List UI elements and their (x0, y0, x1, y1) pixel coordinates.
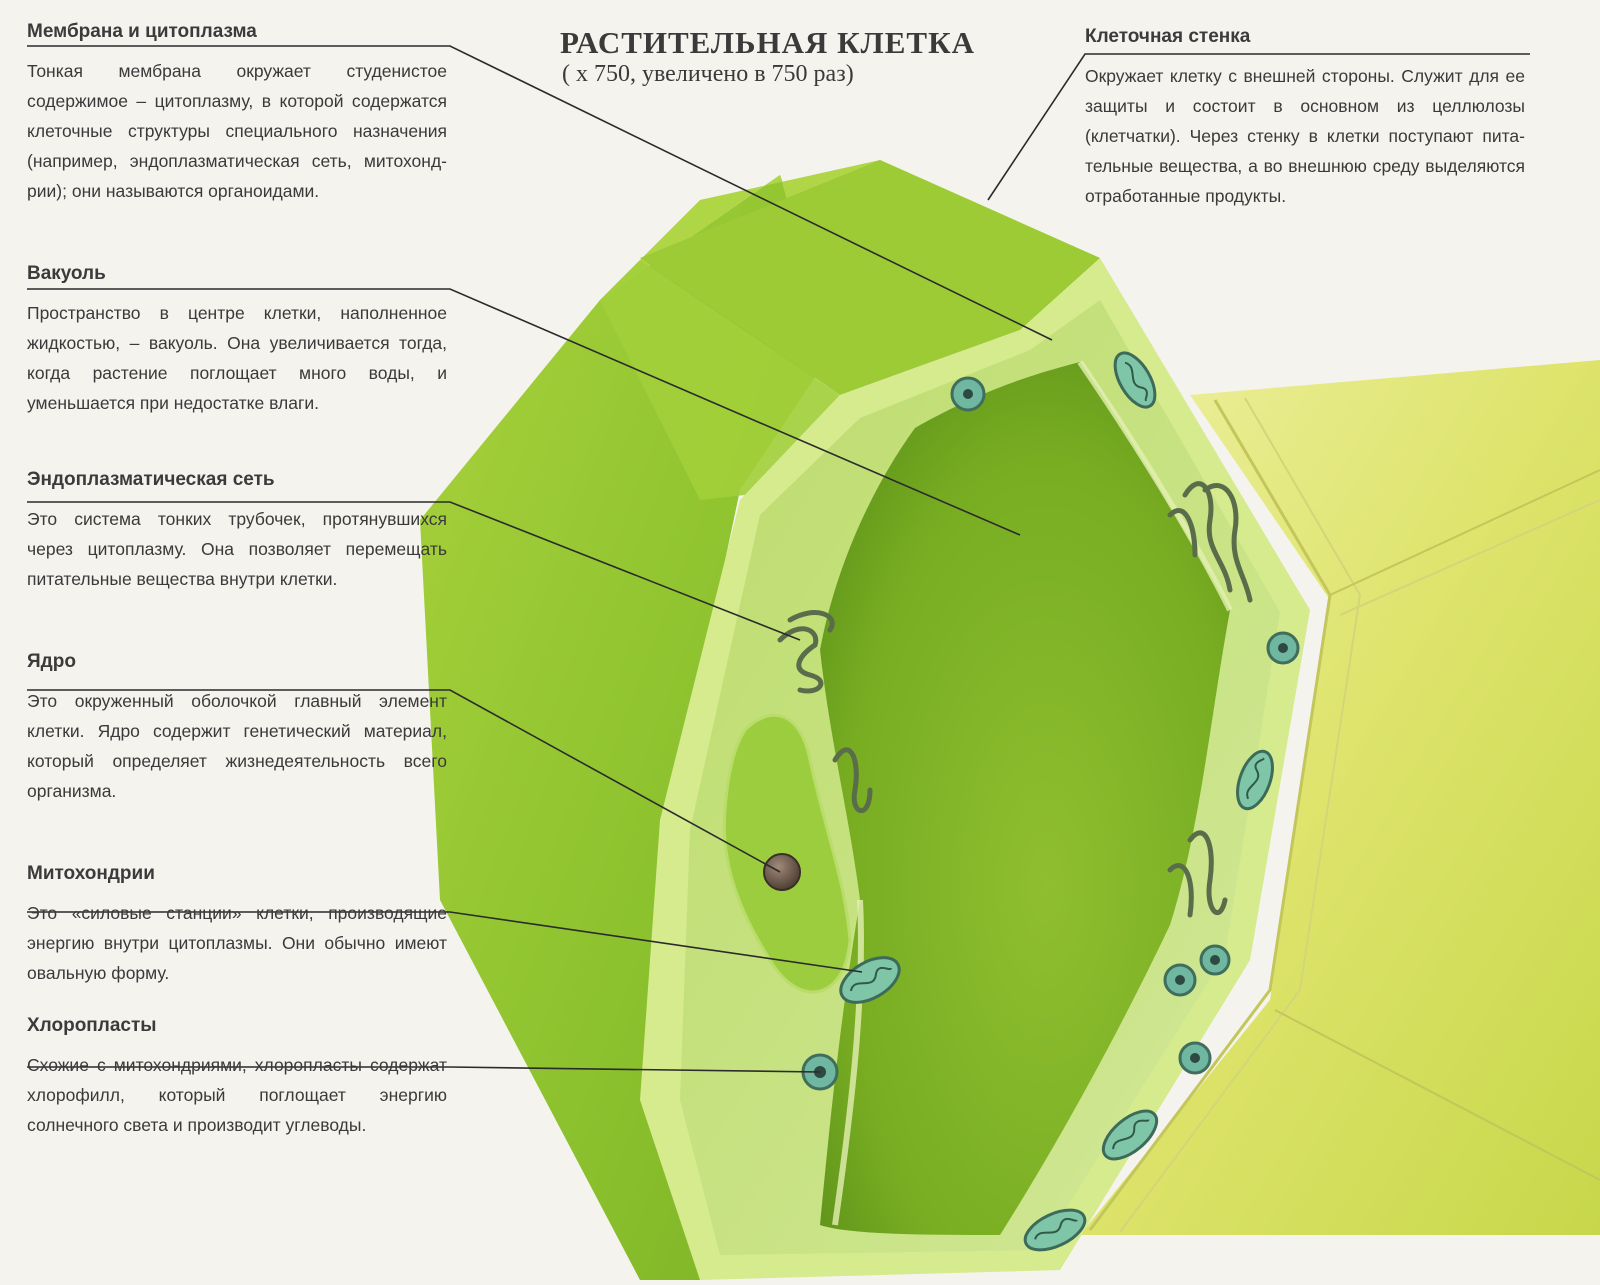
callout-membrane (27, 20, 447, 206)
callout-text: Это система тонких трубочек, протянувшихся через цитоплазму. Она позволяет перемещать питательные вещества внутри клетки. (27, 509, 447, 589)
callout-chloroplasts (27, 1014, 447, 1140)
callout-cell-wall (1085, 25, 1525, 211)
callout-heading: Митохондрии (27, 863, 155, 884)
chloroplast (952, 378, 984, 410)
chloroplast (1268, 633, 1298, 663)
callout-text: Это «силовые станции» клетки, производящие энергию внутри цитоплазмы. Они обычно имеют овальную форму. (27, 903, 447, 983)
callout-er (27, 468, 447, 594)
chloroplast (1165, 965, 1195, 995)
callout-heading: Ядро (27, 651, 76, 672)
callout-mitochondria (27, 862, 447, 988)
title-subtitle: ( х 750, увеличено в 750 раз) (562, 61, 854, 87)
title-main: РАСТИТЕЛЬНАЯ КЛЕТКА (560, 25, 975, 60)
chloroplast (1201, 946, 1229, 974)
callout-heading: Клеточная стенка (1085, 26, 1251, 47)
callout-nucleus (27, 650, 447, 806)
diagram-title (560, 26, 1000, 88)
callout-heading: Вакуоль (27, 263, 106, 284)
chloroplast (1180, 1043, 1210, 1073)
callout-text: Окружает клетку с внешней стороны. Служит для ее защиты и состоит в основном из целлюлозы (клетчатки). Через стенку в клетки поступают питательные вещества, а во внешнюю среду выделяются отработанные продукты. (1085, 66, 1525, 206)
nucleolus (764, 854, 800, 890)
callout-vacuole (27, 262, 447, 418)
callout-heading: Хлоропласты (27, 1015, 157, 1036)
callout-text: Тонкая мембрана окружает студенистое содержимое – цитоплазму, в которой содержатся клеточные структуры специального назначения (например, эндоплазматическая сеть, митохондрии); они называются органоидами. (27, 61, 447, 201)
callout-text: Это окруженный оболочкой главный элемент клетки. Ядро содержит генетический материал, который определяет жизнедеятельность всего организма. (27, 691, 447, 801)
callout-text: Пространство в центре клетки, наполненное жидкостью, – вакуоль. Она увеличивается тогда, когда растение поглощает много воды, и уменьшается при недостатке влаги. (27, 303, 447, 413)
callout-heading: Мембрана и цитоплазма (27, 21, 257, 42)
callout-heading: Эндоплазматическая сеть (27, 469, 275, 490)
callout-text: Схожие с митохондриями, хлоропласты содержат хлорофилл, который поглощает энергию солнечного света и производит углеводы. (27, 1055, 447, 1135)
